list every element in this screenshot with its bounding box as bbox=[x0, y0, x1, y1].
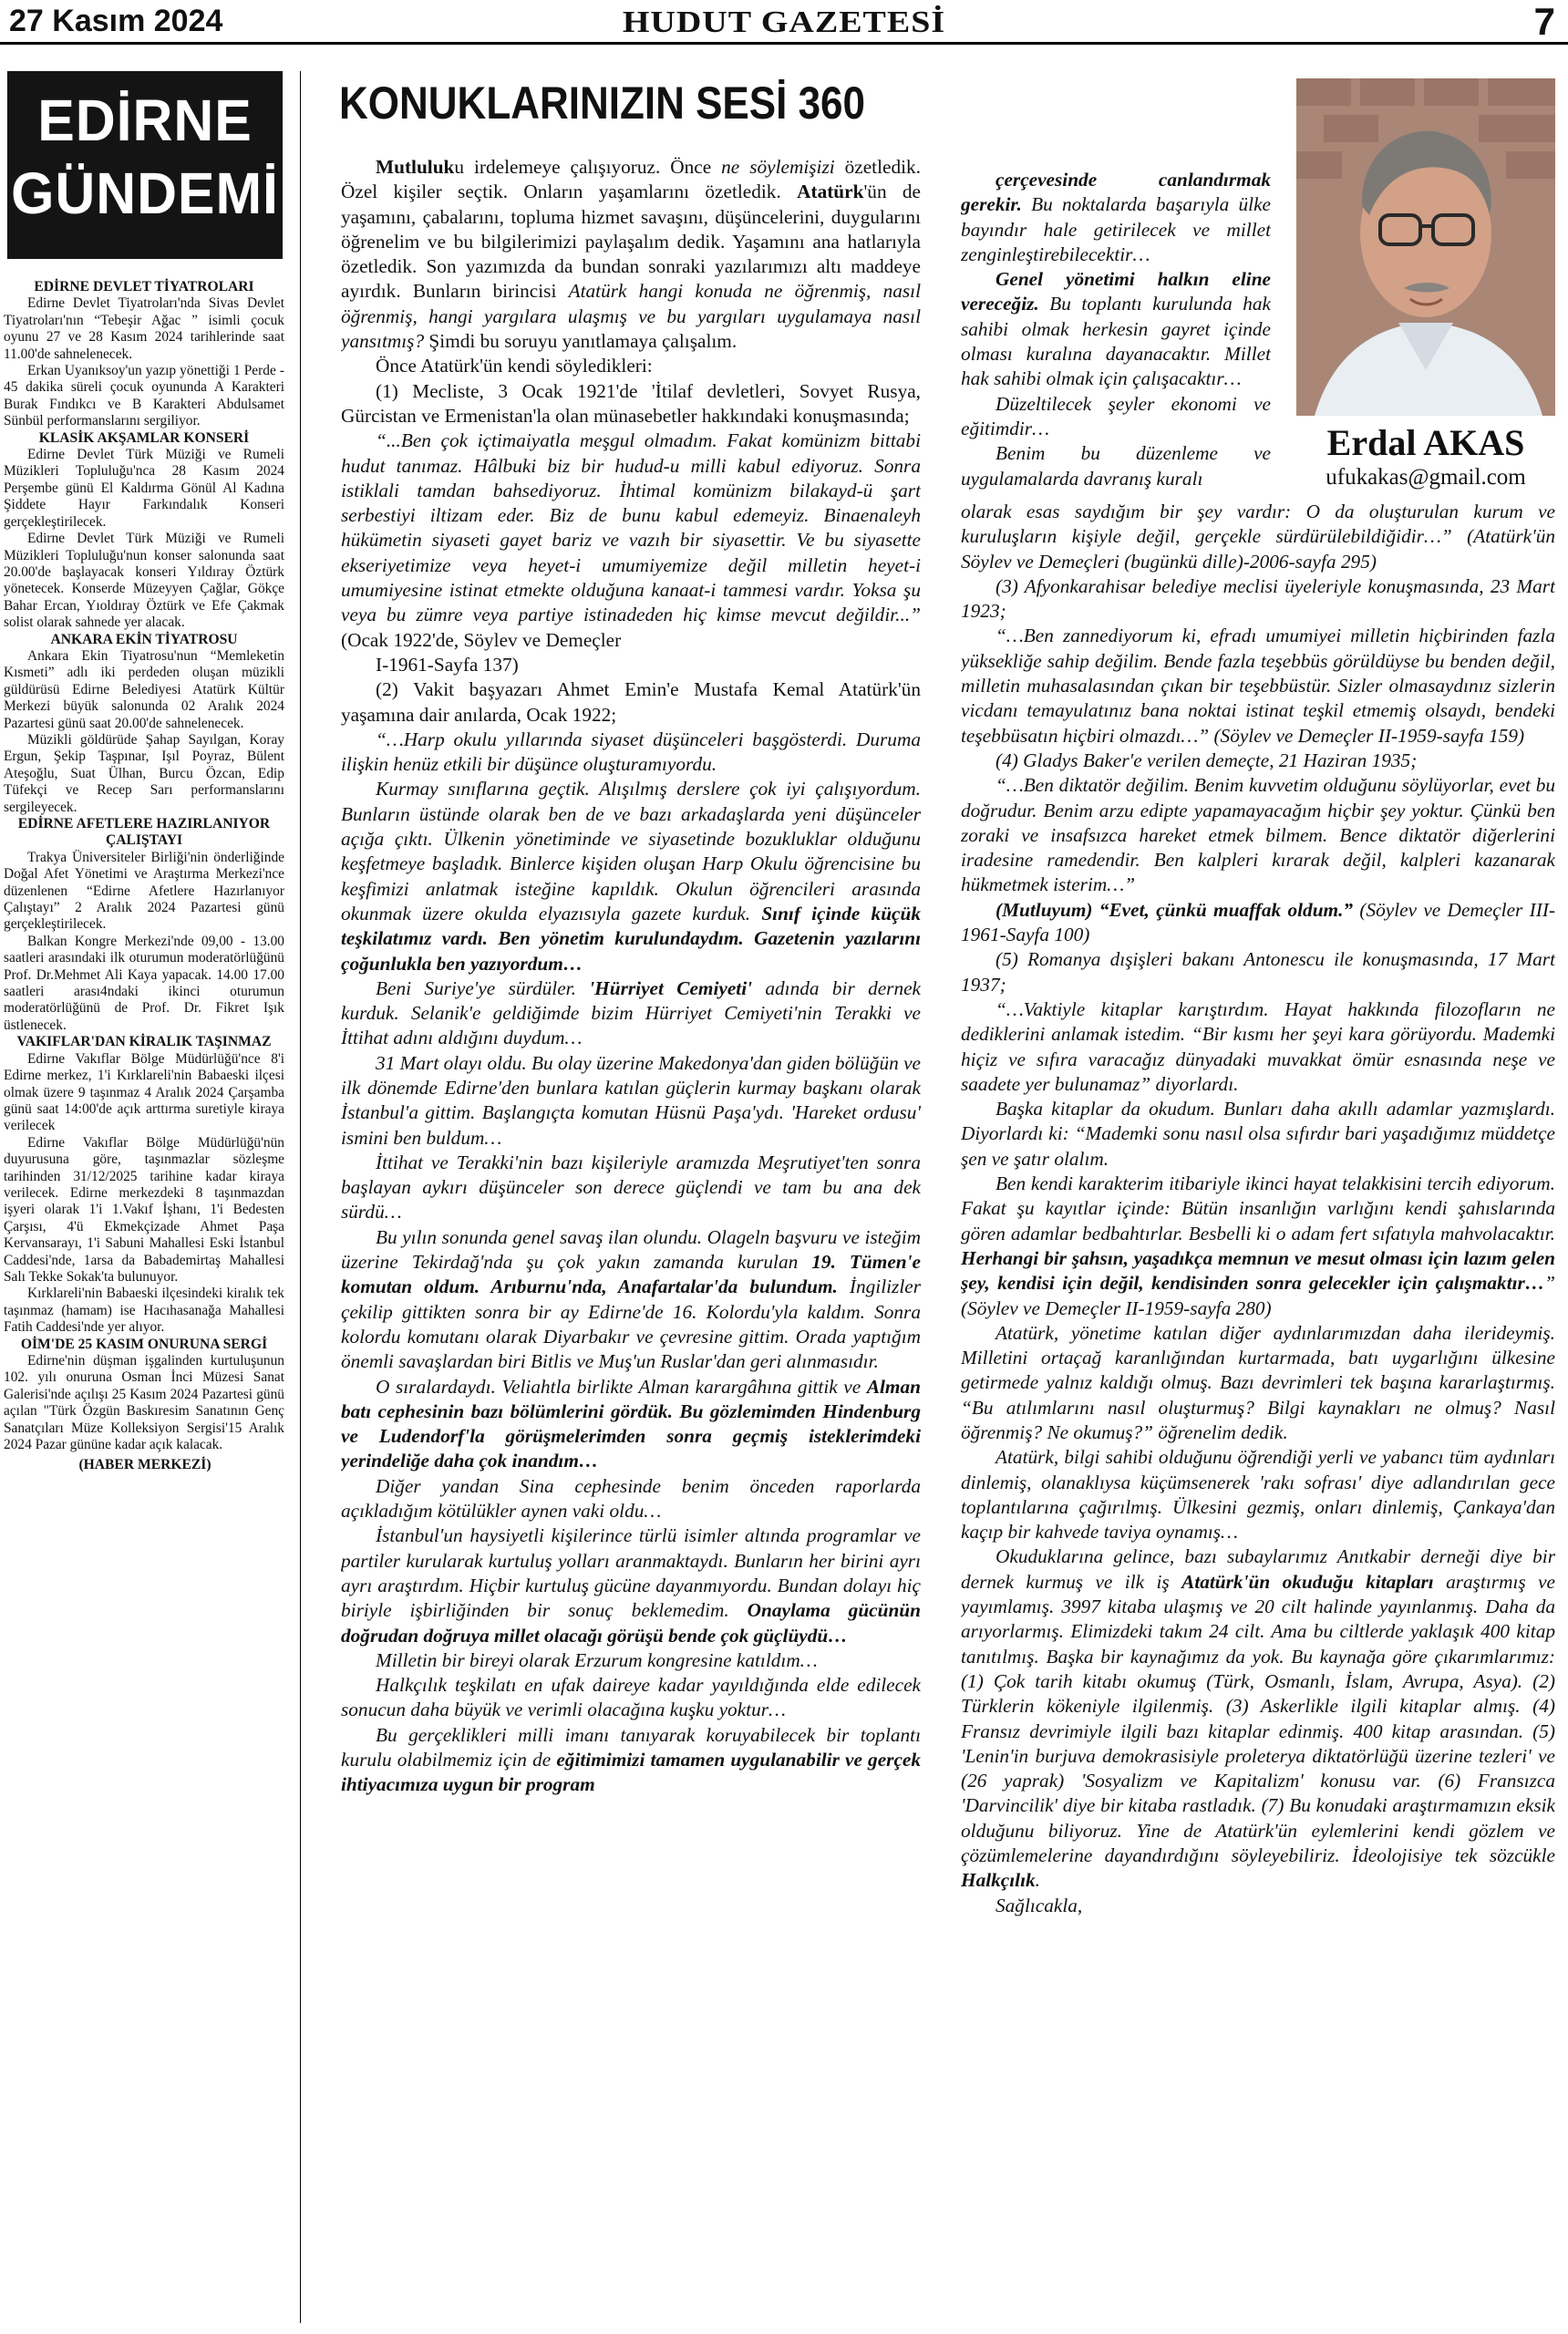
article-paragraph bbox=[961, 624, 1555, 748]
text-run: . bbox=[1035, 1869, 1040, 1892]
text-run: Sağlıcakla, bbox=[995, 1894, 1083, 1916]
news-item-paragraph: Ankara Ekin Tiyatrosu'nun “Memleketin Kısmeti” adlı iki perdeden oluşan müzikli güldürüsü Edirne Belediyesi Atatürk Kültür Merkezi büyük salonunda 02 Aralık 2024 Pazartesi günü saat 20.00'de sahnelenecek. bbox=[4, 647, 284, 731]
text-run: Kurmay sınıflarına geçtik. Alışılmış derslere çok iyi çalışıyordum. Bunların üstünde olarak ben de ve bazı arkadaşlarda yeni düşünceler açığa çıktı. Ülkenin yönetiminde ve siyasetinde bozukluklar olduğunu keşfetmeye başladık. Binlerce kişiden oluşan Harp Okulu öğrencisine bu keşfimizi anlatmak isteğine kapıldık. Okulun öğrencileri arasında okunmak üzere okulda elyazısıyla gazete kurduk. bbox=[341, 778, 921, 924]
author-name: Erdal AKAS bbox=[1326, 422, 1525, 463]
article-paragraph bbox=[961, 441, 1271, 491]
article-column-2 bbox=[961, 168, 1271, 496]
text-run: (Ocak 1922'de, Söylev ve Demeçler bbox=[341, 628, 622, 651]
news-item-title: KLASİK AKŞAMLAR KONSERİ bbox=[38, 429, 250, 446]
masthead-line-1: EDİRNE bbox=[37, 88, 253, 153]
article-paragraph bbox=[961, 392, 1271, 442]
article-paragraph bbox=[961, 749, 1555, 773]
text-run: özetledik. Özel kişiler seçtik. Onların yaşamlarını özetledik. bbox=[341, 156, 921, 203]
text-run: Mutluluk bbox=[376, 156, 455, 178]
text-run: “...Ben çok içtimaiyatla meşgul olmadım. Fakat komünizm bittabi hudut tanımaz. Hâlbuki biz bir hudud-u milli kabul ediyoruz. Sonra istiklali tamdan bahsediyoruz. İhtimal komünizm bilakayd-ü şart serbestiyi iltizam eder. Biz de bunu kabul edemeyiz. Binaenaleyh hükümetin siyaseti gayet bariz ve vazıh bir siyasettir. Ve bu siyasette ekseriyetimize veya heyet-i umumiyemize değil milletin heyet-i umumiyesine istinat etmekte olduğuna kanaat-i tammesi vardır. Yoksa şu veya bu zümre veya partiye istinadeden hiç kimse mevcut değildir...” bbox=[341, 429, 921, 626]
text-run: Bu toplantı kurulunda hak sahibi olmak herkesin gayret içinde olması kuralına dayanacaktır. Millet hak sahibi olmak için çalışacaktır… bbox=[961, 293, 1271, 390]
text-run: Bu noktalarda başarıyla ülke bayındır hale getirilecek ve millet zenginleştirebilecektir… bbox=[961, 193, 1271, 265]
text-run: 31 Mart olayı oldu. Bu olay üzerine Makedonya'dan giden bölüğün ve ilk dönemde Edirne'den bunlara katılan güçlerin kurmay başkanı olarak İstanbul'a gittim. Başlangıçta komutan Hüsnü Paşa'ydı. 'Hareket ordusu' ismini ben buldum… bbox=[341, 1051, 921, 1149]
text-run: Atatürk, yönetime katılan diğer aydınlarımızdan daha ilerideymiş. Milletini ortaçağ karanlığından kurtarmada, batı uygarlığını ülkesine getirmede yalnız kaldığı olmuş. Bazı devrimleri tek başına kararlaştırmış. “Bu atılımlarını nasıl oluşturmuş? Bilgi kaynakları ne olmuş? Nasıl öğrenmiş? Ne okumuş?” öğrenelim dedik. bbox=[961, 1321, 1555, 1443]
text-run: “…Ben zannediyorum ki, efradı umumiyei milletin hiçbirinden fazla yüksekliğe sahip değilim. Bende fazla teşebbüs görüldüyse bu benden değil, milletin muhasalasından çıkan bir teşebbüstür. Sizler olmasaydınız sizlerin vicdanı temayulatınız bana noktai istinat teşkil etmemiş olsaydı, bendeki teşebbüsatın hiçbiri olmazdı…” (Söylev ve Demeçler II-1959-sayfa 159) bbox=[961, 625, 1555, 747]
text-run: u irdelemeye çalışıyoruz. Önce bbox=[454, 156, 722, 178]
article-paragraph bbox=[961, 997, 1555, 1097]
text-run: 'Hürriyet Cemiyeti' bbox=[589, 976, 753, 999]
text-run: (3) Afyonkarahisar belediye meclisi üyeleriyle konuşmasında, 23 Mart 1923; bbox=[961, 574, 1555, 623]
text-run: eğitimimizi tamamen uygulanabilir ve gerçek ihtiyacımıza uygun bir program bbox=[341, 1749, 921, 1796]
article-paragraph bbox=[341, 1648, 921, 1673]
text-run: araştırmış ve yayımlamış. 3997 kitaba ulaşmış ve 20 cilt halinde yayınlanmış. Daha da arıyorlarmış. Elimizdeki takım 24 cilt. Ama bu ciltlerde yaklaşık 400 kitap tanıtılmış. Başka bir kaynağımız da yok. Bu kaynağa göre çıkarımlarımız: (1) Çok tarih kitabı okumuş (Türk, Osmanlı, İslam, Avrupa, Asya). (2) Türklerin kökeniyle ilgilenmiş. (3) Askerlikle ilgili kitaplar almış. (4) Fransız devrimiyle ilgili bazı kitaplar edinmiş. 400 kitap arasından. (5) 'Lenin'in burjuva demokrasisiyle proleterya diktatörlüğü üzerine tezleri' ve (26 yaprak) 'Sosyalizm ve Kapitalizm' konusu var. (6) Fransızca 'Darvincilik' diye bir kitaba rastladık. (7) Bu konudaki araştırmamızın eksik olduğunu biliyoruz. Yine de Atatürk'ün eylemlerini kendi gözlem ve çözümlemelerine dayandırdığını söyleyebiliriz. İdeolojisiye tek sözcükle bbox=[961, 1570, 1555, 1867]
news-item-paragraph: Edirne Devlet Tiyatroları'nda Sivas Devlet Tiyatroları'nın “Tebeşir Ağac ” isimli çocuk oyunu 27 ve 28 Kasım 2024 tarihlerinde saat 11.00'de sahnelenecek. bbox=[4, 295, 284, 362]
text-run: İttihat ve Terakki'nin bazı kişileriyle aramızda Meşrutiyet'ten sonra başlayan aykırı düşünceler son derece güçlendi ve tam bu ana dek sürdü… bbox=[341, 1151, 921, 1224]
news-item-paragraph: Edirne'nin düşman işgalinden kurtuluşunun 102. yılı onuruna Osman İnci Müzesi Sanat Galerisi'nde açılışı 25 Kasım 2024 Pazartesi günü açılan "Türk Özgün Baskıresim Sanatının Genç Sanatçıları Müze Kolleksiyon Sergisi'15 Aralık 2024 Pazar gününe kadar açık kalacak. bbox=[4, 1353, 284, 1453]
news-item-paragraph: Trakya Üniversiteler Birliği'nin önderliğinde Doğal Afet Yönetimi ve Araştırma Merkezi'nce düzenlenen “Edirne Afetlere Hazırlanıyor Çalıştayı” 2 Aralık 2024 Pazartesi günü gerçekleştirilecek. bbox=[4, 849, 284, 933]
text-run: O sıralardaydı. Veliahtla birlikte Alman karargâhına gittik ve bbox=[376, 1375, 867, 1398]
news-item-paragraph: Balkan Kongre Merkezi'nde 09,00 - 13.00 saatleri arasındaki ilk oturumun moderatörlüğünü Prof. Dr.Mehmet Ali Kaya yapacak. 14.00 17.00 saatleri arası4ndaki ikinci oturumun moderatörlüğünü de Prof. Dr. Fikret Işık üstlenecek. bbox=[4, 933, 284, 1033]
text-run: (4) Gladys Baker'e verilen demeçte, 21 Haziran 1935; bbox=[995, 749, 1418, 771]
article-paragraph bbox=[961, 898, 1555, 948]
article-paragraph bbox=[341, 1673, 921, 1723]
text-run: Genel yönetimi halkın eline vereceğiz. bbox=[961, 268, 1271, 315]
text-run: (Söylev ve Demeçler III-1961-Sayfa 100) bbox=[961, 898, 1555, 946]
article-paragraph bbox=[961, 1544, 1555, 1893]
text-run: Diğer yandan Sina cephesinde benim önceden raporlarda açıkladığım kötülükler aynen vaki oldu… bbox=[341, 1474, 921, 1523]
text-run: (Mutluyum) “Evet, çünkü muaffak oldum.” bbox=[995, 898, 1354, 921]
masthead-line-2: GÜNDEMİ bbox=[11, 160, 279, 226]
text-run: Atatürk, bilgi sahibi olduğunu öğrendiği yerli ve yabancı tüm aydınları dinlemiş, olanaklıysa küçümsenerek 'rakı sofrası' diye adlandırılan gece toplantılarına çağırılmış. Ülkesini gezmiş, onları dinlemiş, Çankaya'dan kaçıp bir kahvede taviya oynamış… bbox=[961, 1446, 1555, 1544]
article-paragraph bbox=[961, 773, 1555, 897]
text-run: Bu gerçeklikleri milli imanı tanıyarak koruyabilecek bir toplantı kurulu olabilmemiz için de bbox=[341, 1723, 921, 1771]
text-run: Herhangi bir şahsın, yaşadıkça memnun ve mesut olması için lazım gelen şey, kendisi için değil, kendisinden sonra gelecekler için çalışmaktır… bbox=[961, 1246, 1555, 1295]
article-paragraph bbox=[341, 677, 921, 728]
newspaper-name: HUDUT GAZETESİ bbox=[622, 5, 946, 39]
text-run: I-1961-Sayfa 137) bbox=[376, 653, 519, 676]
author-photo bbox=[1296, 78, 1555, 416]
text-run: Önce Atatürk'ün kendi söyledikleri: bbox=[376, 355, 653, 377]
news-item-title: EDİRNE AFETLERE HAZIRLANIYOR ÇALIŞTAYI bbox=[17, 816, 271, 849]
article-paragraph bbox=[961, 947, 1555, 997]
news-item-title: ANKARA EKİN TİYATROSU bbox=[50, 631, 238, 647]
text-run: “…Vaktiyle kitaplar karıştırdım. Hayat hakkında filozofların ne dediklerini anlamak istedim. “Bir kısmı her şeyi kara görüyordu. Mademki hiçiz ve sıfıra varacağız dünyadaki muvakkat ömür esnasında neşe ve saadete yer bulunamaz” diyorlardı. bbox=[961, 997, 1555, 1095]
news-item bbox=[4, 1337, 284, 1454]
article-paragraph bbox=[961, 168, 1271, 267]
news-items bbox=[0, 279, 290, 1453]
article-paragraph bbox=[961, 267, 1271, 391]
article-paragraph bbox=[961, 1321, 1555, 1445]
article-paragraph bbox=[961, 1172, 1555, 1321]
news-item-paragraph: Edirne Vakıflar Bölge Müdürlüğü'nün duyurusuna göre, taşınmazlar sözleşme tarihinden 31/12/2025 tarihine kadar kiraya verilecek. Edirne merkezdeki 8 taşınmazdan işyeri olarak 1'i 1.Vakıf İşhanı, 1'i Bedesten Çarşısı, 4'ü Ekmekçizade Ahmet Paşa Kervansarayı, 1'i Sabuni Mahallesi Eski İstanbul Caddesi'nde, 1arsa da Babademirtaş Mahallesi Salı Tekke Sokak'ta bulunuyor. bbox=[4, 1134, 284, 1285]
article-paragraph bbox=[341, 1375, 921, 1474]
article-headline: KONUKLARINIZIN SESİ 360 bbox=[339, 77, 865, 129]
text-run: (2) Vakit başyazarı Ahmet Emin'e Mustafa Kemal Atatürk'ün yaşamına dair anılarda, Ocak 1922; bbox=[341, 678, 921, 726]
column-divider bbox=[300, 71, 301, 2323]
text-run: Okuduklarına gelince, bazı subaylarımız Anıtkabir derneği diye bir dernek kurmuş ve ilk iş bbox=[961, 1545, 1555, 1593]
text-run: Benim bu düzenleme ve uygulamalarda davranış kuralı bbox=[961, 442, 1271, 490]
article-paragraph bbox=[961, 574, 1555, 625]
article-paragraph bbox=[341, 354, 921, 378]
text-run: Halkçılık bbox=[961, 1869, 1036, 1892]
news-item bbox=[4, 279, 284, 430]
news-item-title: VAKIFLAR'DAN KİRALIK TAŞINMAZ bbox=[16, 1034, 272, 1050]
article-paragraph bbox=[341, 653, 921, 677]
text-run: Beni Suriye'ye sürdüler. bbox=[376, 976, 590, 999]
article-column-3 bbox=[961, 500, 1555, 2314]
edirne-gundemi-column bbox=[0, 71, 290, 2323]
text-run: çerçevesinde canlandırmak gerekir. bbox=[961, 169, 1271, 216]
column-masthead bbox=[7, 71, 283, 259]
text-run: ne söylemişizi bbox=[721, 156, 835, 178]
news-item-paragraph: Edirne Vakıflar Bölge Müdürlüğü'nce 8'i Edirne merkez, 1'i Kırklareli'nin Babaeski ilçesi olmak üzere 9 taşınmaz 4 Aralık 2024 Çarşamba günü saat 14:00'de açık arttırma suretiyle kiraya verilecek bbox=[4, 1050, 284, 1134]
article-paragraph bbox=[341, 1523, 921, 1647]
text-run: İstanbul'un haysiyetli kişilerince türlü isimler altında programlar ve partiler kurularak kurtuluş yolları aranmaktaydı. Bunların her birini ayrı ayrı araştırdım. Hiçbir kurtuluş gücüne dayanmıyordu. Bundan dolayı hiç biriyle işbirliğinden bir sonuç beklemedim. bbox=[341, 1524, 921, 1622]
text-run: ” (Söylev ve Demeçler II-1959-sayfa 280) bbox=[961, 1272, 1555, 1319]
news-item-paragraph: Edirne Devlet Türk Müziği ve Rumeli Müzikleri Topluluğu'nun konser salonunda saat 20.00'de başlayacak konseri Yıldıray Öztürk yönetecek. Konserde Müzeyyen Çağlar, Gökçe Bahar Ercan, Yıoldıray Öztürk ve Efe Çakmak solist olarak sahnede yer alacak. bbox=[4, 531, 284, 631]
news-item-paragraph: Erkan Uyanıksoy'un yazıp yönettiği 1 Perde - 45 dakika süreli çocuk oyununda A Karakteri Burak Fındıkcı ve B Karakteri Abdulsamet Sünbül performanslarını sergiliyor. bbox=[4, 363, 284, 429]
author-email: ufukakas@gmail.com bbox=[1326, 465, 1526, 490]
article-paragraph bbox=[341, 777, 921, 976]
text-run: Atatürk hangi konuda ne öğrenmiş, nasıl öğrenmiş, hangi yargılara ulaşmış ve bu yargıları uygulamaya nasıl yansıtmış? bbox=[341, 280, 921, 353]
article-paragraph bbox=[341, 379, 921, 429]
issue-date: 27 Kasım 2024 bbox=[9, 4, 223, 38]
article-paragraph bbox=[341, 429, 921, 653]
text-run: 19. Tümen'e komutan oldum. Arıburnu'nda, Anafartalar'da bulundum. bbox=[341, 1251, 921, 1298]
text-run: Atatürk'ün okuduğu kitapları bbox=[1181, 1570, 1434, 1593]
news-item-paragraph: Müzikli göldürüde Şahap Sayılgan, Koray Ergun, Şekip Taşpınar, Işıl Poyraz, Bülent Ateşoğlu, Suat Ülhan, Burcu Özcan, Edip Tüfekçi ve Recep Sarı performanslarını sergileyecek. bbox=[4, 731, 284, 815]
text-run: Onaylama gücünün doğrudan doğruya millet olacağı görüşü bende çok güçlüydü… bbox=[341, 1599, 921, 1647]
page-header bbox=[0, 0, 1568, 45]
news-item bbox=[4, 816, 284, 1034]
text-run: Milletin bir bireyi olarak Erzurum kongresine katıldım… bbox=[376, 1648, 818, 1671]
text-run: adında bir dernek kurduk. Selanik'e geldiğimde bizim Hürriyet Cemiyeti'nin Terakki ve İttihat adını aldığını duydum… bbox=[341, 976, 921, 1049]
article-paragraph bbox=[961, 1894, 1555, 1918]
text-run: (5) Romanya dışişleri bakanı Antonescu ile konuşmasında, 17 Mart 1937; bbox=[961, 948, 1555, 996]
news-item-title: EDİRNE DEVLET TİYATROLARI bbox=[34, 279, 254, 294]
article-paragraph bbox=[341, 728, 921, 778]
text-run: Bu yılın sonunda genel savaş ilan olundu. Olageln başvuru ve isteğim üzerine Tekirdağ'nda şu çok yakın zamanda kurulan bbox=[341, 1225, 921, 1274]
text-run: (1) Mecliste, 3 Ocak 1921'de 'İtilaf devletleri, Sovyet Rusya, Gürcistan ve Ermenistan'la olan münasebetler hakkındaki konuşmasında; bbox=[341, 379, 921, 427]
article-paragraph bbox=[961, 1445, 1555, 1544]
text-run: Halkçılık teşkilatı en ufak daireye kadar yayıldığında elde edilecek sonucun daha büyük ve verimli olacağına kuşku yoktur… bbox=[341, 1674, 921, 1721]
text-run: Başka kitaplar da okudum. Bunları daha akıllı adamlar yazmışlardı. Diyorlardı ki: “Mademki sonu nasıl olsa sıfırdır bari yaşadığımız müddetçe şen ve şatır olalım. bbox=[961, 1098, 1555, 1170]
news-item-title: OİM'DE 25 KASIM ONURUNA SERGİ bbox=[20, 1336, 268, 1352]
text-run: Atatürk bbox=[797, 181, 864, 203]
text-run: “…Ben diktatör değilim. Benim kuvvetim olduğunu söylüyorlar, evet bu doğrudur. Benim arzu edipte yapamayacağım hiçbir şey yoktur. Çünkü ben zoraki ve insafsızca hareket etmek bilmem. Bence diktatör diğerlerini iradesine ramedendir. Ben kalpleri kırarak değil, kalpleri kazanarak hükmetmek isterim…” bbox=[961, 774, 1555, 896]
article-paragraph bbox=[961, 1097, 1555, 1172]
article-paragraph bbox=[341, 1225, 921, 1375]
article-paragraph bbox=[341, 1151, 921, 1225]
text-run: Düzeltilecek şeyler ekonomi ve eğitimdir… bbox=[961, 392, 1271, 439]
news-item bbox=[4, 430, 284, 632]
news-item-paragraph: Kırklareli'nin Babaeski ilçesindeki kiralık tek taşınmaz (hamam) ise Hacıhasanağa Mahallesi Fatih Caddesi'nde yer alıyor. bbox=[4, 1286, 284, 1336]
article-paragraph bbox=[341, 976, 921, 1051]
news-item bbox=[4, 1034, 284, 1336]
article-column-1 bbox=[341, 155, 921, 2325]
article-paragraph bbox=[341, 1474, 921, 1524]
article-paragraph bbox=[961, 500, 1555, 574]
text-run: Alman batı cephesinin bazı bölümlerini gördük. Bu gözlemimden Hindenburg ve Ludendorf'la görüşmelerimden sonra geçmiş isteklerimdeki yerindeliğe daha çok inandım… bbox=[341, 1375, 921, 1472]
page-number: 7 bbox=[1533, 0, 1555, 43]
text-run: İngilizler çekilip gittikten sonra bir ay Edirne'de 16. Kolordu'yla kaldım. Sonra kolordu komutanı olarak Diyarbakır ve çevresine gittim. Orada yaptığım önemli savaşlardan biri Bitlis ve Muş'un Ruslar'dan geri alınmasıdır. bbox=[341, 1275, 921, 1373]
text-run: Sınıf içinde küçük teşkilatımız vardı. Ben yönetim kurulundaydım. Gazetenin yazılarını çoğunlukla ben yazıyordum… bbox=[341, 902, 921, 975]
article-paragraph bbox=[341, 1051, 921, 1151]
text-run: “…Harp okulu yıllarında siyaset düşünceleri başgösterdi. Duruma ilişkin henüz etkili bir düşünce oluşturamıyordu. bbox=[341, 728, 921, 776]
news-item-paragraph: Edirne Devlet Türk Müziği ve Rumeli Müzikleri Topluluğu'nca 28 Kasım 2024 Perşembe günü El Kaldırma Gönül Al Kadına Şiddete Hayır Farkındalık Konseri gerçekleştirilecek. bbox=[4, 447, 284, 530]
news-item bbox=[4, 632, 284, 816]
text-run: Şimdi bu soruyu yanıtlamaya çalışalım. bbox=[424, 330, 738, 353]
article-paragraph bbox=[341, 1723, 921, 1798]
text-run: olarak esas saydığım bir şey vardır: O da oluşturulan kurum ve kuruluşların kişiyle değil, gerçekle sürdürülebildiğidir…” (Atatürk'ün Söylev ve Demeçleri (bugünkü dille)-2006-sayfa 295) bbox=[961, 501, 1555, 573]
byline: (HABER MERKEZİ) bbox=[78, 1457, 211, 1473]
text-run: 'ün de yaşamını, çabalarını, topluma hizmet savaşını, düşüncelerini, duygularını öğrenelim ve bu bilgilerimizi paylaşalım dedik. Yaşamını ana hatlarıyla özetledik. Son yazımızda da bundan sonraki yazılarımızı altı maddeye ayırdık. Bunların birincisi bbox=[341, 181, 921, 303]
article-paragraph bbox=[341, 155, 921, 354]
text-run: Ben kendi karakterim itibariyle ikinci hayat telakkisini tercih ediyorum. Fakat şu kayıtlar içinde: Bütün insanlığın varlığını kendi şahıslarında gören adamlar bedbahtırlar. Besbelli ki o adam fert sıfatıyla mahvolacaktır. bbox=[961, 1172, 1555, 1244]
